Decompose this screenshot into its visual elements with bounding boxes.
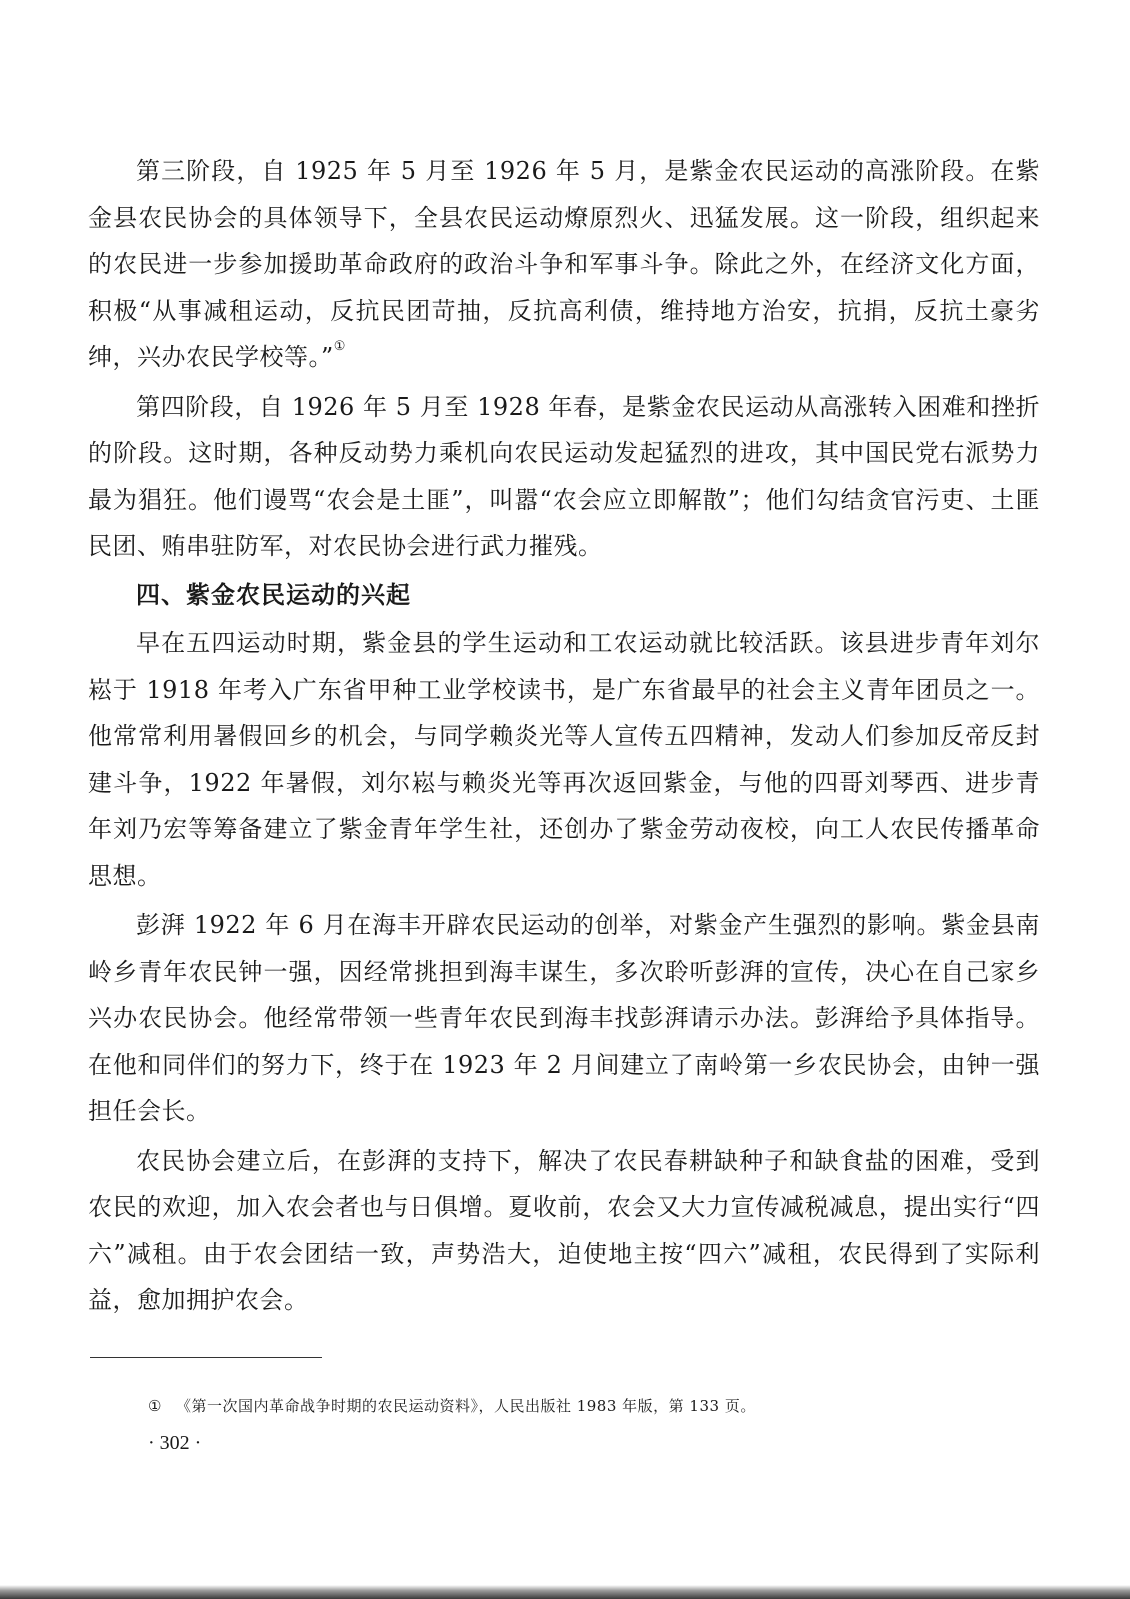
main-text bbox=[88, 148, 1040, 1324]
paragraph-association-founded: 农民协会建立后，在彭湃的支持下，解决了农民春耕缺种子和缺食盐的困难，受到农民的欢迎，加入农会者也与日俱增。夏收前，农会又大力宣传减税减息，提出实行“四六”减租。由于农会团结一致，声势浩大，迫使地主按“四六”减租，农民得到了实际利益，愈加拥护农会。 bbox=[88, 1146, 1040, 1314]
paragraph-stage-three-text: 第三阶段，自 1925 年 5 月至 1926 年 5 月，是紫金农民运动的高涨阶段。在紫金县农民协会的具体领导下，全县农民运动燎原烈火、迅猛发展。这一阶段，组织起来的农民进一步参加援助革命政府的政治斗争和军事斗争。除此之外，在经济文化方面，积极“从事减租运动，反抗民团苛抽，反抗高利债，维持地方治安，抗捐，反抗土豪劣绅，兴办农民学校等。” bbox=[88, 157, 1040, 371]
footnote-text: 《第一次国内革命战争时期的农民运动资料》，人民出版社 1983 年版，第 133 页。 bbox=[175, 1397, 756, 1415]
section-heading: 四、紫金农民运动的兴起 bbox=[136, 580, 411, 609]
footnote bbox=[148, 1396, 756, 1416]
paragraph-peng-pai: 彭湃 1922 年 6 月在海丰开辟农民运动的创举，对紫金产生强烈的影响。紫金县南岭乡青年农民钟一强，因经常挑担到海丰谋生，多次聆听彭湃的宣传，决心在自己家乡兴办农民协会。他经常带领一些青年农民到海丰找彭湃请示办法。彭湃给予具体指导。在他和同伴们的努力下，终于在 1923 年 2 月间建立了南岭第一乡农民协会，由钟一强担任会长。 bbox=[88, 911, 1040, 1125]
scan-edge bbox=[0, 1585, 1130, 1599]
footnote-reference: ① bbox=[333, 339, 346, 354]
page-number: · 302 · bbox=[148, 1432, 202, 1454]
footnote-divider bbox=[90, 1357, 322, 1358]
paragraph-stage-three bbox=[88, 148, 1040, 381]
footnote-mark: ① bbox=[148, 1397, 162, 1415]
paragraph-may-fourth: 早在五四运动时期，紫金县的学生运动和工农运动就比较活跃。该县进步青年刘尔崧于 1918 年考入广东省甲种工业学校读书，是广东省最早的社会主义青年团员之一。他常常利用暑假回乡的机会，与同学赖炎光等人宣传五四精神，发动人们参加反帝反封建斗争，1922 年暑假，刘尔崧与赖炎光等再次返回紫金，与他的四哥刘琴西、进步青年刘乃宏等筹备建立了紫金青年学生社，还创办了紫金劳动夜校，向工人农民传播革命思想。 bbox=[88, 629, 1040, 890]
paragraph-stage-four: 第四阶段，自 1926 年 5 月至 1928 年春，是紫金农民运动从高涨转入困难和挫折的阶段。这时期，各种反动势力乘机向农民运动发起猛烈的进攻，其中国民党右派势力最为猖狂。他们谩骂“农会是土匪”，叫嚣“农会应立即解散”；他们勾结贪官污吏、土匪民团、贿串驻防军，对农民协会进行武力摧残。 bbox=[88, 392, 1040, 560]
